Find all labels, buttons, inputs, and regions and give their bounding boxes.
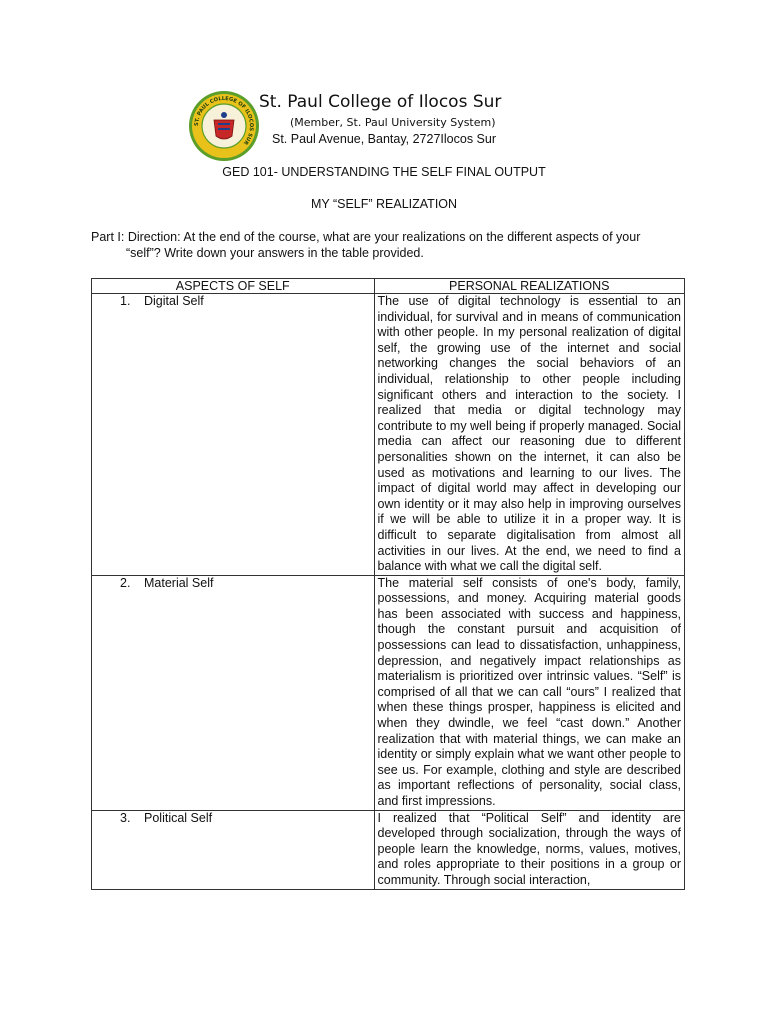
direction-text [91,229,681,261]
table-row [92,810,685,889]
realization-text: The use of digital technology is essential to an individual, for survival and in means of communication with other people. In my personal realization of digital self, the growing use of the internet and social networking changes the social behaviors of an individual, relationship to other people including significant others and interaction to the society. I realized that media or digital technology may contribute to my well being if properly managed. Social media can affect our reasoning due to different personalities shown on the internet, it can also be used as motivations and learning to our lives. The impact of digital world may affect in developing our own identity or it may also help in improving ourselves if we will be able to utilize it in a proper way. It is difficult to separate digitalisation from almost all activities in our lives. At the end, we need to find a balance with what we call the digital self. [374,294,685,576]
aspect-cell [92,575,375,810]
college-seal-icon [188,90,260,162]
table-row [92,294,685,576]
aspect-cell [92,810,375,889]
address-line: St. Paul Avenue, Bantay, 2727Ilocos Sur [272,132,496,146]
row-number: 3. [120,810,131,825]
aspect-label: Digital Self [144,294,204,308]
course-title: GED 101- UNDERSTANDING THE SELF FINAL OUTPUT [222,165,546,179]
realization-text: I realized that “Political Self” and identity are developed through socialization, through the ways of people learn the knowledge, norms, values, motives, and roles appropriate to their positions in a group or community. Through social interaction, [374,810,685,889]
seal-lettering: ST. PAUL COLLEGE OF ILOCOS SUR [193,95,255,146]
aspect-label: Material Self [144,575,214,590]
direction-line-2: “self”? Write down your answers in the table provided. [126,246,424,260]
aspect-cell [92,294,375,576]
direction-line-1: Part I: Direction: At the end of the course, what are your realizations on the different aspects of your [91,230,641,244]
document-title: MY “SELF” REALIZATION [310,197,458,211]
aspect-label: Political Self [144,810,213,825]
row-number: 1. [120,294,131,308]
header-realizations: PERSONAL REALIZATIONS [374,279,685,294]
header-aspects: ASPECTS OF SELF [92,279,375,294]
realization-text: The material self consists of one's body, family, possessions, and money. Acquiring material goods has been associated with success and happiness, though the constant pursuit and acquisition of possessions can lead to dissatisfaction, unhappiness, depression, and negatively impact relationships as materialism is prioritized over intrinsic values. “Self” is comprised of all that we can call “ours” I realized that when these things prosper, happiness is elicited and when they dwindle, we feel “cast down.” Another realization that with material things, we can make an identity or simply explain what we want other people to see us. For example, clothing and style are described as important reflections of personality, social class, and first impressions. [374,575,685,810]
row-number: 2. [120,575,131,590]
membership-line: (Member, St. Paul University System) [290,116,496,129]
aspects-table [91,278,685,890]
table-row [92,575,685,810]
college-name: St. Paul College of Ilocos Sur [259,92,502,112]
table-header-row [92,279,685,294]
